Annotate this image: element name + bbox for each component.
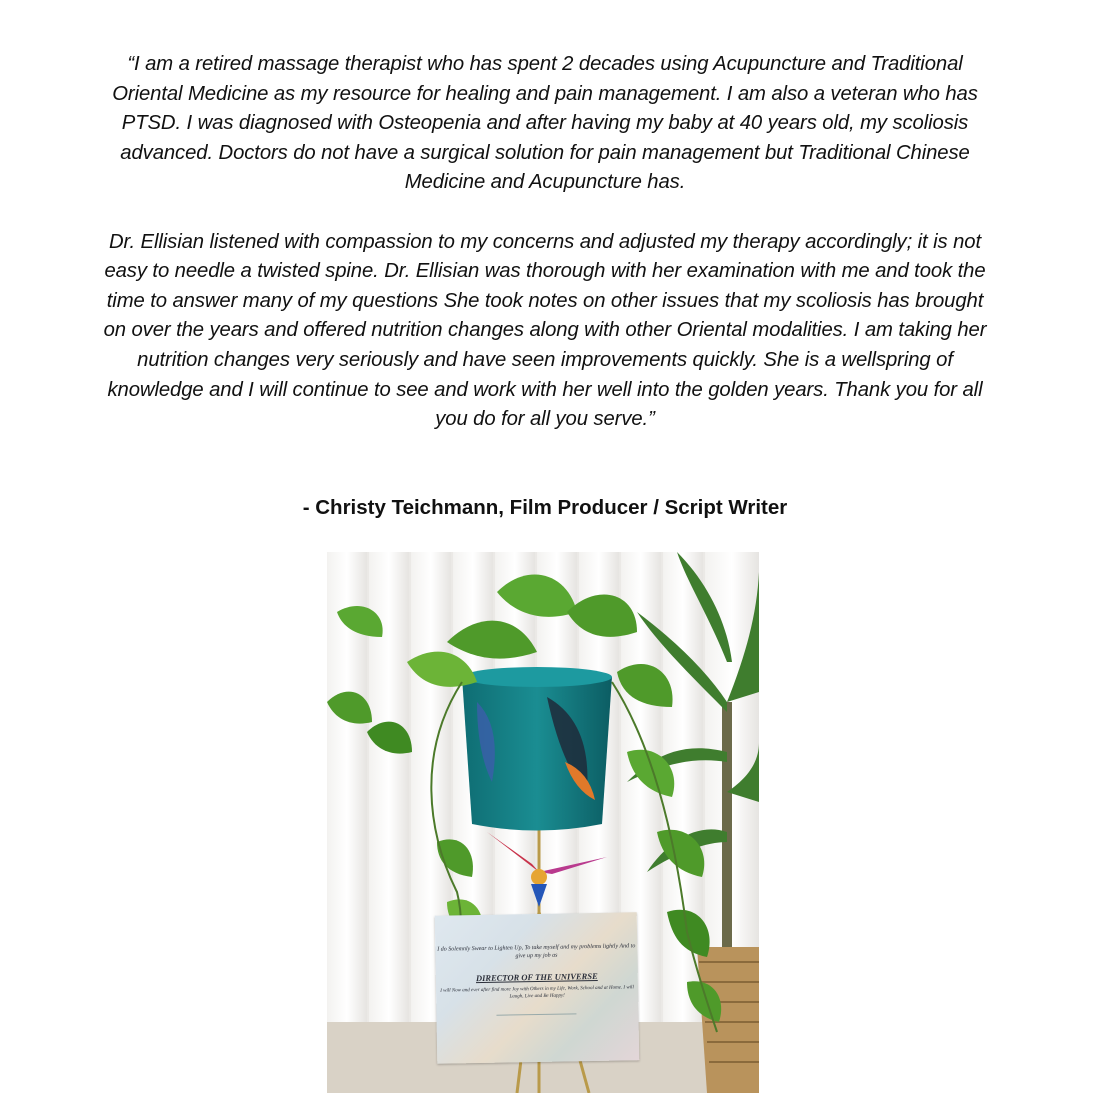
woven-basket <box>697 947 759 1093</box>
certificate-signature-line <box>496 1013 576 1015</box>
testimonial-attribution: - Christy Teichmann, Film Producer / Script Writer <box>302 496 788 519</box>
testimonial-paragraph-2: Dr. Ellisian listened with compassion to my concerns and adjusted my therapy accordingly; it is not easy to needle a twisted spine. Dr. Ellisian was thorough with her examination with me and took the time to answer many of my questions She took notes on other issues that my scoliosis has brought on over the years and offered nutrition changes along with other Oriental modalities. I am taking her nutrition changes very seriously and have seen improvements quickly. She is a wellspring of knowledge and I will continue to see and work with her well into the golden years. Thank you for all you do for all you serve.” <box>103 230 987 431</box>
testimonial-quote <box>100 50 990 435</box>
teal-pot <box>462 667 612 831</box>
certificate-opening-text: I do Solemnly Swear to Lighten Up, To take myself and my problems lightly And to give up my job as <box>437 943 636 960</box>
certificate-closing-text: I will Now and ever after find more Joy with Others in my Life, Work, School and at Home. I will Laugh, Live and Be Happy! <box>440 985 634 1000</box>
director-of-universe-certificate <box>435 912 640 1064</box>
certificate-title: DIRECTOR OF THE UNIVERSE <box>475 970 598 984</box>
testimonial-paragraph-1: “I am a retired massage therapist who has spent 2 decades using Acupuncture and Traditional Oriental Medicine as my resource for healing and pain management. I am also a veteran who has PTSD. I was diagnosed with Osteopenia and after having my baby at 40 years old, my scoliosis advanced. Doctors do not have a surgical solution for pain management but Traditional Chinese Medicine and Acupuncture has. <box>112 53 978 194</box>
plant-photo <box>327 552 759 1093</box>
